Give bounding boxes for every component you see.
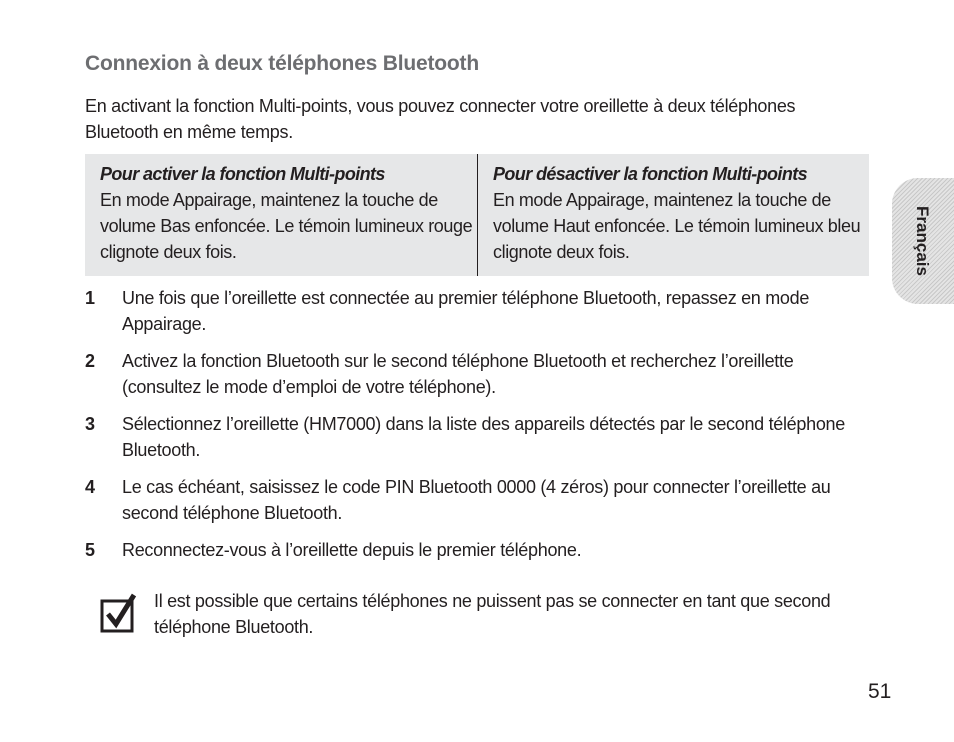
step-text: Sélectionnez l’oreillette (HM7000) dans la liste des appareils détectés par le second téléphone Bluetooth. xyxy=(122,414,845,460)
activate-cell xyxy=(85,154,478,276)
step-text: Activez la fonction Bluetooth sur le second téléphone Bluetooth et recherchez l’oreillette (consultez le mode d’emploi de votre téléphone). xyxy=(122,351,794,397)
step-number: 2 xyxy=(85,351,95,371)
checkbox-note-icon xyxy=(100,592,138,634)
step-item xyxy=(85,537,875,563)
note-text: Il est possible que certains téléphones ne puissent pas se connecter en tant que second téléphone Bluetooth. xyxy=(154,591,831,637)
step-number: 3 xyxy=(85,414,95,434)
language-label: Français xyxy=(913,206,932,276)
deactivate-cell xyxy=(478,154,869,276)
deactivate-title: Pour désactiver la fonction Multi-points xyxy=(493,164,808,184)
activate-title: Pour activer la fonction Multi-points xyxy=(100,164,385,184)
activate-body: En mode Appairage, maintenez la touche de volume Bas enfoncée. Le témoin lumineux rouge clignote deux fois. xyxy=(100,190,473,262)
step-number: 5 xyxy=(85,540,95,560)
step-item xyxy=(85,474,875,526)
step-item xyxy=(85,348,875,400)
step-number: 1 xyxy=(85,288,95,308)
multipoint-table xyxy=(85,154,869,276)
step-text: Reconnectez-vous à l’oreillette depuis le premier téléphone. xyxy=(122,540,582,560)
deactivate-body: En mode Appairage, maintenez la touche de volume Haut enfoncée. Le témoin lumineux bleu clignote deux fois. xyxy=(493,190,861,262)
step-text: Le cas échéant, saisissez le code PIN Bluetooth 0000 (4 zéros) pour connecter l’oreillette au second téléphone Bluetooth. xyxy=(122,477,831,523)
steps-list xyxy=(85,285,875,574)
step-item xyxy=(85,285,875,337)
intro-paragraph: En activant la fonction Multi-points, vous pouvez connecter votre oreillette à deux téléphones Bluetooth en même temps. xyxy=(85,96,796,142)
section-heading: Connexion à deux téléphones Bluetooth xyxy=(85,52,479,75)
step-text: Une fois que l’oreillette est connectée au premier téléphone Bluetooth, repassez en mode Appairage. xyxy=(122,288,810,334)
step-item xyxy=(85,411,875,463)
language-side-tab xyxy=(892,178,954,304)
step-number: 4 xyxy=(85,477,95,497)
page-number: 51 xyxy=(868,680,892,703)
